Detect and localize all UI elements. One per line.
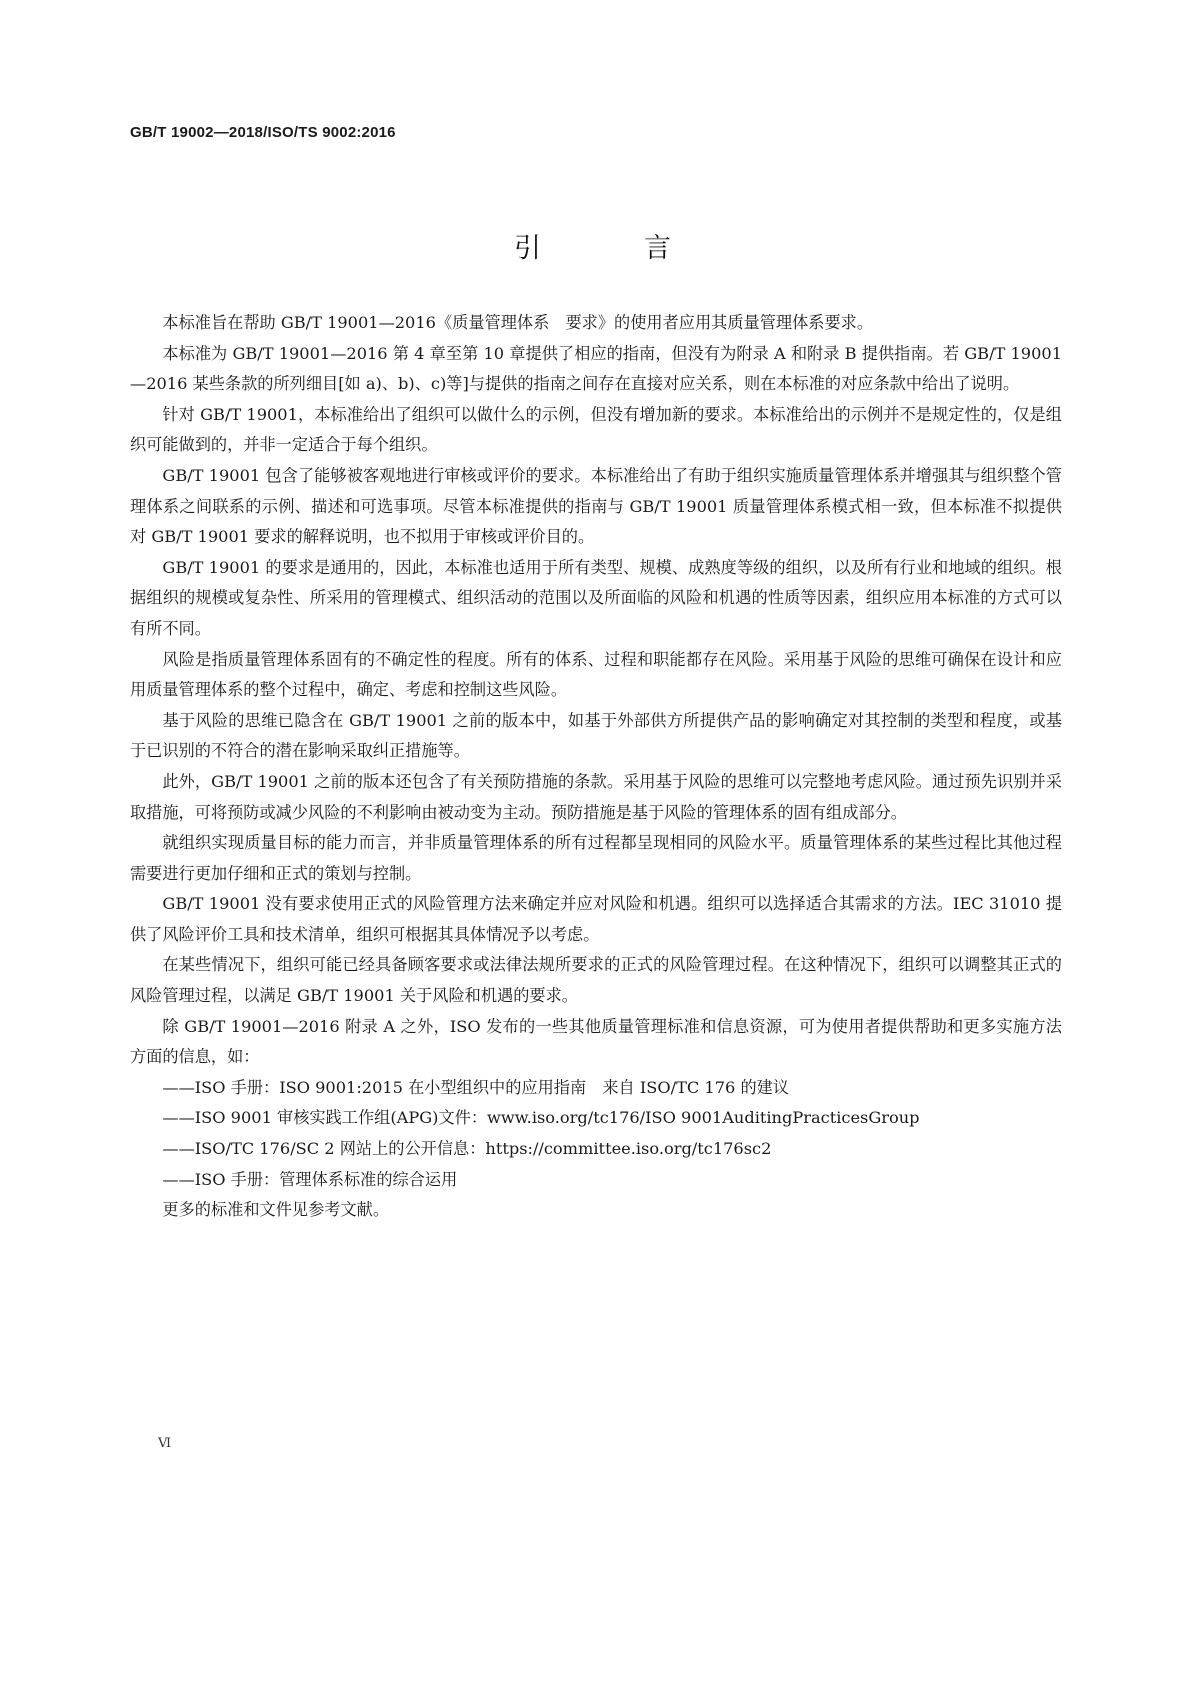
paragraph: 此外，GB/T 19001 之前的版本还包含了有关预防措施的条款。采用基于风险的思维可以完整地考虑风险。通过预先识别并采取措施，可将预防或减少风险的不利影响由被动变为主动。预防措施是基于风险的管理体系的固有组成部分。 bbox=[130, 771, 1062, 822]
list-item: ——ISO 手册：管理体系标准的综合运用 bbox=[162, 1169, 458, 1189]
list-item: ——ISO 手册：ISO 9001:2015 在小型组织中的应用指南 来自 ISO/TC 176 的建议 bbox=[162, 1077, 790, 1097]
paragraph: 在某些情况下，组织可能已经具备顾客要求或法律法规所要求的正式的风险管理过程。在这种情况下，组织可以调整其正式的风险管理过程，以满足 GB/T 19001 关于风险和机遇的要求。 bbox=[130, 955, 1062, 1006]
paragraph: GB/T 19001 没有要求使用正式的风险管理方法来确定并应对风险和机遇。组织可以选择适合其需求的方法。IEC 31010 提供了风险评价工具和技术清单，组织可根据其具体情况予以考虑。 bbox=[130, 894, 1062, 944]
document-code-header: GB/T 19002—2018/ISO/TS 9002:2016 bbox=[130, 124, 396, 141]
paragraph: 针对 GB/T 19001，本标准给出了组织可以做什么的示例，但没有增加新的要求。本标准给出的示例并不是规定性的，仅是组织可能做到的，并非一定适合于每个组织。 bbox=[130, 404, 1062, 455]
paragraph: 除 GB/T 19001—2016 附录 A 之外，ISO 发布的一些其他质量管理标准和信息资源，可为使用者提供帮助和更多实施方法方面的信息，如： bbox=[130, 1016, 1062, 1067]
page-number: Ⅵ bbox=[158, 1436, 172, 1451]
paragraph: GB/T 19001 包含了能够被客观地进行审核或评价的要求。本标准给出了有助于组织实施质量管理体系并增强其与组织整个管理体系之间联系的示例、描述和可选事项。尽管本标准提供的指南与 GB/T 19001 质量管理体系模式相一致，但本标准不拟提供对 GB/T 19001 要求的解释说明，也不拟用于审核或评价目的。 bbox=[130, 465, 1062, 547]
paragraph: 基于风险的思维已隐含在 GB/T 19001 之前的版本中，如基于外部供方所提供产品的影响确定对其控制的类型和程度，或基于已识别的不符合的潜在影响采取纠正措施等。 bbox=[130, 710, 1062, 761]
paragraph: 风险是指质量管理体系固有的不确定性的程度。所有的体系、过程和职能都存在风险。采用基于风险的思维可确保在设计和应用质量管理体系的整个过程中，确定、考虑和控制这些风险。 bbox=[130, 649, 1062, 700]
list-item: ——ISO/TC 176/SC 2 网站上的公开信息：https://committee.iso.org/tc176sc2 bbox=[162, 1139, 772, 1159]
introduction-body bbox=[130, 308, 1062, 1226]
paragraph: GB/T 19001 的要求是通用的，因此，本标准也适用于所有类型、规模、成熟度等级的组织，以及所有行业和地域的组织。根据组织的规模或复杂性、所采用的管理模式、组织活动的范围以及所面临的风险和机遇的性质等因素，组织应用本标准的方式可以有所不同。 bbox=[130, 557, 1062, 638]
paragraph: 就组织实现质量目标的能力而言，并非质量管理体系的所有过程都呈现相同的风险水平。质量管理体系的某些过程比其他过程需要进行更加仔细和正式的策划与控制。 bbox=[130, 833, 1062, 883]
page-title: 引 言 bbox=[514, 233, 709, 264]
paragraph: 本标准为 GB/T 19001—2016 第 4 章至第 10 章提供了相应的指南，但没有为附录 A 和附录 B 提供指南。若 GB/T 19001—2016 某些条款的所列细目[如 a)、b)、c)等]与提供的指南之间存在直接对应关系，则在本标准的对应条款中给出了说明。 bbox=[130, 343, 1062, 394]
list-item: ——ISO 9001 审核实践工作组(APG)文件：www.iso.org/tc176/ISO 9001AuditingPracticesGroup bbox=[162, 1108, 920, 1128]
closing-paragraph: 更多的标准和文件见参考文献。 bbox=[162, 1200, 390, 1220]
paragraph: 本标准旨在帮助 GB/T 19001—2016《质量管理体系 要求》的使用者应用其质量管理体系要求。 bbox=[162, 313, 874, 332]
